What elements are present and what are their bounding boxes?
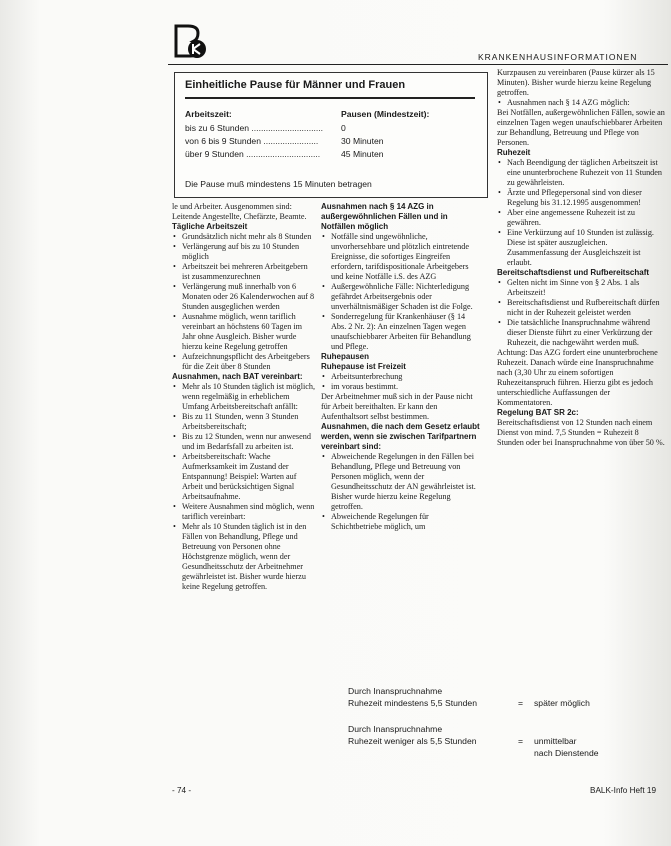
section-heading: Ausnahmen nach § 14 AZG in außergewöhnlichen Fällen und in Notfällen möglich bbox=[321, 202, 448, 231]
bullet-item: • Mehr als 10 Stunden täglich ist in den Fällen von Behandlung, Pflege und Betreuung von Personen ohne Höchstgrenze möglich, wenn der Gesundheitsschutz der Arbeitnehmer gewährleistet ist. Bisher wurde hierzu keine Regelung getroffen. bbox=[172, 522, 317, 592]
bottom-line-1b: Ruhezeit mindestens 5,5 Stunden bbox=[348, 698, 477, 708]
bullet-item: • Arbeitszeit bei mehreren Arbeitgebern ist zusammenzurechnen bbox=[172, 262, 317, 282]
bullet-item: • Verlängerung auf bis zu 10 Stunden möglich bbox=[172, 242, 317, 262]
running-header: KRANKENHAUSINFORMATIONEN bbox=[478, 52, 638, 62]
publication-name: BALK-Info Heft 19 bbox=[590, 786, 656, 795]
paragraph: le und Arbeiter. Ausgenommen sind: Leitende Angestellte, Chefärzte, Beamte. bbox=[172, 202, 307, 221]
bullet-item: • Sonderregelung für Krankenhäuser (§ 14 Abs. 2 Nr. 2): An einzelnen Tagen wegen unaufschiebbarer Arbeiten für Behandlung und Pflege. bbox=[321, 312, 481, 352]
bullet-item: • Ärzte und Pflegepersonal sind von dieser Regelung bis 31.12.1995 ausgenommen! bbox=[497, 188, 667, 208]
bullet-item: • Die tatsächliche Inanspruchnahme während dieser Dienste führt zu einer Verkürzung der Ruhezeit, die nachgewährt werden muß. bbox=[497, 318, 667, 348]
bullet-item: • Aber eine angemessene Ruhezeit ist zu gewähren. bbox=[497, 208, 667, 228]
section-heading: Ruhepausen bbox=[321, 352, 370, 361]
bullet-item: • Verlängerung muß innerhalb von 6 Monaten oder 26 Kalenderwochen auf 8 Stunden ausgeglichen werden bbox=[172, 282, 317, 312]
bottom-result-2a: unmittelbar bbox=[534, 736, 577, 746]
bottom-line-1a: Durch Inanspruchnahme bbox=[348, 686, 443, 696]
balk-logo-icon bbox=[170, 22, 210, 62]
bullet-item: • Aufzeichnungspflicht des Arbeitgebers für die Zeit über 8 Stunden bbox=[172, 352, 317, 372]
bottom-result-2b: nach Dienstende bbox=[534, 748, 599, 758]
bullet-item: • Bis zu 12 Stunden, wenn nur anwesend und im Bedarfsfall zu arbeiten ist. bbox=[172, 432, 317, 452]
bottom-eq-2: = bbox=[518, 736, 524, 746]
section-heading: Bereitschaftsdienst und Rufbereitschaft bbox=[497, 268, 650, 277]
row-b: 45 Minuten bbox=[341, 149, 384, 159]
paragraph: Kurzpausen zu vereinbaren (Pause kürzer als 15 Minuten). Bisher wurde hierzu keine Regelung getroffen. bbox=[497, 68, 655, 97]
bullet-item: • Abweichende Regelungen in den Fällen bei Behandlung, Pflege und Betreuung von Personen möglich, wenn der Gesundheitsschutz der AN gewährleistet ist. Bisher wurde hierzu keine Regelung getroffen. bbox=[321, 452, 481, 512]
bullet-item: • Ausnahme möglich, wenn tariflich vereinbart an höchstens 60 Tagen im Jahr ohne Ausgleich. Bisher wurde hierzu keine Regelung getroffen bbox=[172, 312, 317, 352]
pause-info-box bbox=[174, 72, 488, 198]
row-a: über 9 Stunden ............................... bbox=[185, 149, 321, 159]
row-a: bis zu 6 Stunden .............................. bbox=[185, 123, 324, 133]
bullet-item: • Nach Beendigung der täglichen Arbeitszeit ist eine ununterbrochene Ruhezeit von 11 Stunden zu gewährleisten. bbox=[497, 158, 667, 188]
paragraph: Achtung: Das AZG fordert eine ununterbrochene Ruhezeit. Danach würde eine Inanspruchnahme nach (3,30 Uhr zu einem sofortigen Ruhezeitanspruch führen. Hierzu gibt es jedoch unterschiedliche Auffassungen der Kommentatoren. bbox=[497, 348, 658, 407]
bullet-item: • Mehr als 10 Stunden täglich ist möglich, wenn regelmäßig in erheblichem Umfang Arbeitsbereitschaft anfällt: bbox=[172, 382, 317, 412]
bullet-item: • Gelten nicht im Sinne von § 2 Abs. 1 als Arbeitszeit! bbox=[497, 278, 667, 298]
box-note: Die Pause muß mindestens 15 Minuten betragen bbox=[185, 179, 372, 189]
section-heading: Ausnahmen, nach BAT vereinbart: bbox=[172, 372, 303, 381]
section-heading: Tägliche Arbeitszeit bbox=[172, 222, 248, 231]
bullet-item: • Bis zu 11 Stunden, wenn 3 Stunden Arbeitsbereitschaft; bbox=[172, 412, 317, 432]
paragraph: Bereitschaftsdienst von 12 Stunden nach einem Dienst von mind. 7,5 Stunden = Ruhezeit 8 Stunden oder bei Inanspruchnahme von über 50 %. bbox=[497, 418, 665, 447]
box-title: Einheitliche Pause für Männer und Frauen bbox=[185, 79, 406, 91]
section-heading: Ruhepause ist Freizeit bbox=[321, 362, 406, 371]
section-heading: Ausnahmen, die nach dem Gesetz erlaubt werden, wenn sie zwischen Tarifpartnern vereinbart sind: bbox=[321, 422, 480, 451]
bullet-item: • Arbeitsbereitschaft: Wache Aufmerksamkeit im Zustand der Entspannung! Beispiel: Warten auf Arbeit und berücksichtigen Signal Arbeitsaufnahme. bbox=[172, 452, 317, 502]
bullet-item: • Grundsätzlich nicht mehr als 8 Stunden bbox=[172, 232, 317, 242]
section-heading: Ruhezeit bbox=[497, 148, 531, 157]
bullet-item: • Notfälle sind ungewöhnliche, unvorhersehbare und plötzlich eintretende Ereignisse, die sofortiges Eingreifen erfordern, tarifdispositionale Arbeitgebers und keine Notfälle i.S. des AZG bbox=[321, 232, 481, 282]
bullet-item: • Arbeitsunterbrechung bbox=[321, 372, 481, 382]
text-column-1 bbox=[172, 202, 317, 592]
bullet-item: • Abweichende Regelungen für Schichtbetriebe möglich, um bbox=[321, 512, 481, 532]
bullet-item: • Außergewöhnliche Fälle: Nichterledigung gefährdet Arbeitsergebnis oder unverhältnismäßiger Schaden ist die Folge. bbox=[321, 282, 481, 312]
bullet-item: • Ausnahmen nach § 14 AZG möglich: bbox=[497, 98, 667, 108]
paragraph: Der Arbeitnehmer muß sich in der Pause nicht für Arbeit bereithalten. Er kann den Aufenthaltsort selbst bestimmen. bbox=[321, 392, 473, 421]
arbeitszeit-heading: Arbeitszeit: bbox=[185, 109, 232, 119]
bullet-item: • Bereitschaftsdienst und Rufbereitschaft dürfen nicht in der Ruhezeit geleistet werden bbox=[497, 298, 667, 318]
text-column-2 bbox=[321, 202, 481, 532]
bottom-eq-1: = bbox=[518, 698, 524, 708]
text-column-3 bbox=[497, 68, 667, 448]
bullet-item: • Eine Verkürzung auf 10 Stunden ist zulässig. Diese ist später auszugleichen. Zusammenfassung der Ausgleichszeit ist erlaubt. bbox=[497, 228, 667, 268]
bullet-item: • im voraus bestimmt. bbox=[321, 382, 481, 392]
pausen-heading: Pausen (Mindestzeit): bbox=[341, 109, 430, 119]
header-rule bbox=[168, 64, 668, 65]
row-b: 0 bbox=[341, 123, 346, 133]
bottom-line-2a: Durch Inanspruchnahme bbox=[348, 724, 443, 734]
page-number: - 74 - bbox=[172, 786, 192, 795]
bottom-result-1: später möglich bbox=[534, 698, 590, 708]
row-a: von 6 bis 9 Stunden ....................... bbox=[185, 136, 319, 146]
bullet-item: • Weitere Ausnahmen sind möglich, wenn tariflich vereinbart: bbox=[172, 502, 317, 522]
row-b: 30 Minuten bbox=[341, 136, 384, 146]
bottom-line-2b: Ruhezeit weniger als 5,5 Stunden bbox=[348, 736, 477, 746]
section-heading: Regelung BAT SR 2c: bbox=[497, 408, 579, 417]
box-title-rule bbox=[185, 97, 475, 99]
paragraph: Bei Notfällen, außergewöhnlichen Fällen, sowie an einzelnen Tagen wegen unaufschiebbarer Arbeiten zur Behandlung, Betreuung und Pflege von Personen. bbox=[497, 108, 665, 147]
